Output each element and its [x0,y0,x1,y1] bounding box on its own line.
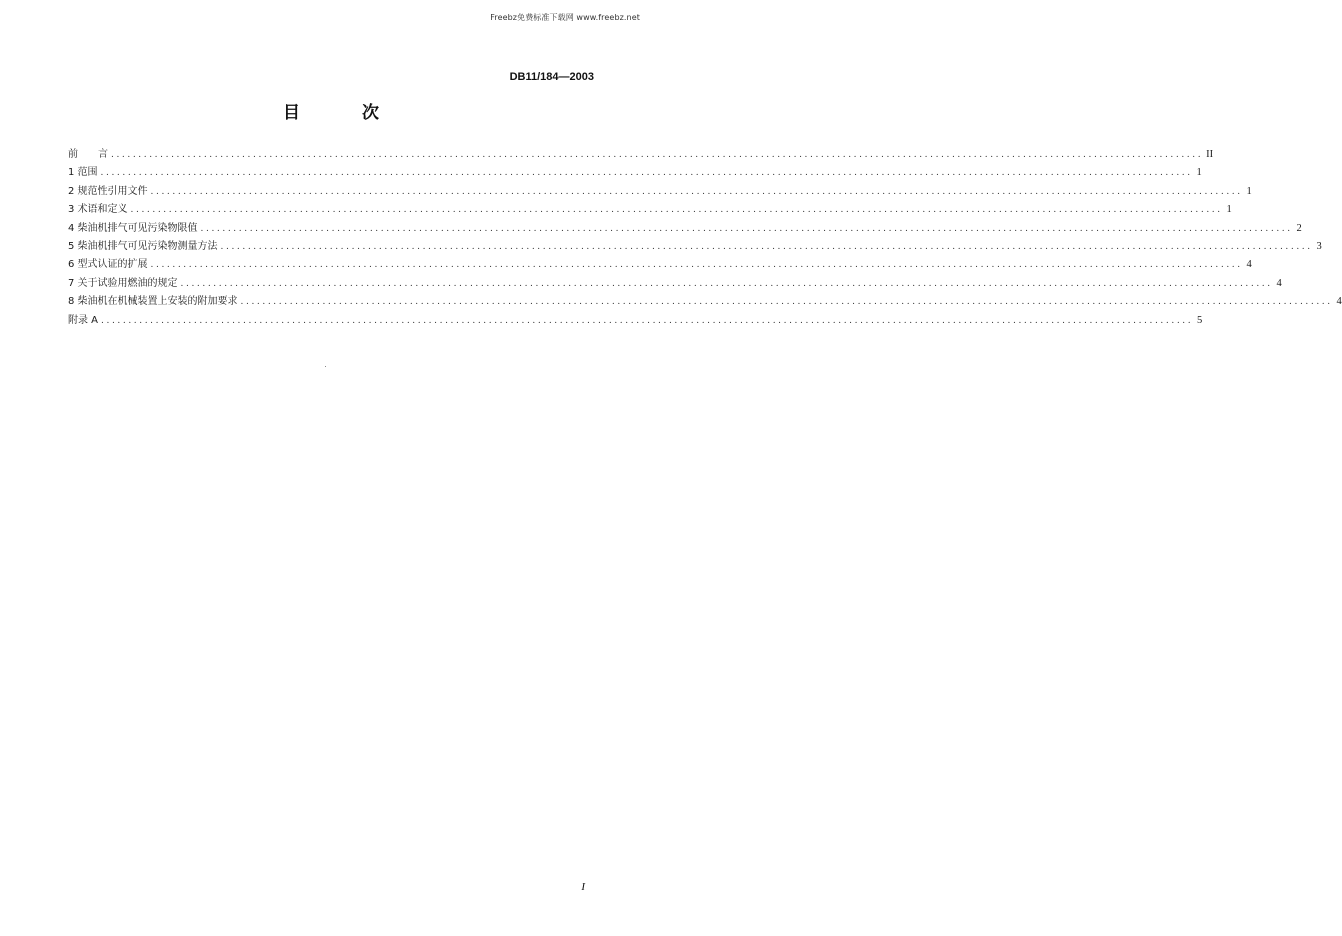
toc-entry-label: 8 柴油机在机械装置上安装的附加要求 [68,296,238,308]
toc-entry-terms-definitions[interactable] [68,201,1232,219]
toc-entry-type-approval-extension[interactable] [68,256,1252,274]
toc-entry-test-fuel[interactable] [68,275,1282,293]
toc-entry-foreword[interactable] [68,146,1214,164]
toc-entry-label: 4 柴油机排气可见污染物限值 [68,222,198,234]
toc-entry-page: 1 [1246,185,1252,197]
toc-entry-label: 1 范围 [68,167,98,179]
toc-entry-appendix-a[interactable] [68,312,1203,330]
page-title: 目 次 [283,103,407,123]
toc-entry-label: 3 术语和定义 [68,204,128,216]
toc-leader-dots: ........................................................................................................................................................................................................ [240,297,1333,308]
toc-leader-dots: ........................................................................................................................................................................................................ [111,150,1204,160]
toc-entry-page: 3 [1316,240,1322,252]
toc-entry-page: 2 [1296,222,1302,234]
watermark-text: Freebz免费标准下载网 www.freebz.net [490,13,640,22]
toc-entry-label: 前 言 [68,149,108,160]
toc-leader-dots: ........................................................................................................................................................................................................ [101,315,1194,326]
table-of-contents [68,146,1342,330]
toc-entry-label: 5 柴油机排气可见污染物测量方法 [68,240,218,252]
toc-entry-measurement-methods[interactable] [68,238,1322,256]
toc-leader-dots: ........................................................................................................................................................................................................ [150,186,1243,197]
toc-entry-label: 2 规范性引用文件 [68,185,148,197]
toc-entry-page: 4 [1246,259,1252,271]
toc-leader-dots: ........................................................................................................................................................................................................ [200,223,1293,234]
page-number: I [581,881,585,893]
scan-speck [325,366,326,367]
toc-leader-dots: ........................................................................................................................................................................................................ [130,205,1223,216]
document-code: DB11/184—2003 [509,71,594,83]
toc-entry-page: 4 [1336,296,1342,308]
toc-leader-dots: ........................................................................................................................................................................................................ [100,168,1193,179]
toc-entry-label: 附录 A [68,314,99,326]
toc-entry-normative-references[interactable] [68,183,1252,201]
toc-leader-dots: ........................................................................................................................................................................................................ [180,278,1273,289]
toc-entry-limits[interactable] [68,220,1302,238]
toc-leader-dots: ........................................................................................................................................................................................................ [150,260,1243,271]
toc-entry-page: 1 [1226,204,1232,216]
toc-entry-label: 6 型式认证的扩展 [68,259,148,271]
toc-entry-page: 5 [1196,314,1203,326]
toc-entry-label: 7 关于试验用燃油的规定 [68,277,178,289]
toc-entry-page: 1 [1196,167,1202,179]
toc-entry-page: 4 [1276,277,1282,289]
toc-leader-dots: ........................................................................................................................................................................................................ [220,241,1313,252]
toc-entry-scope[interactable] [68,164,1202,182]
toc-entry-installation-requirements[interactable] [68,293,1342,311]
toc-entry-page: II [1206,149,1214,160]
